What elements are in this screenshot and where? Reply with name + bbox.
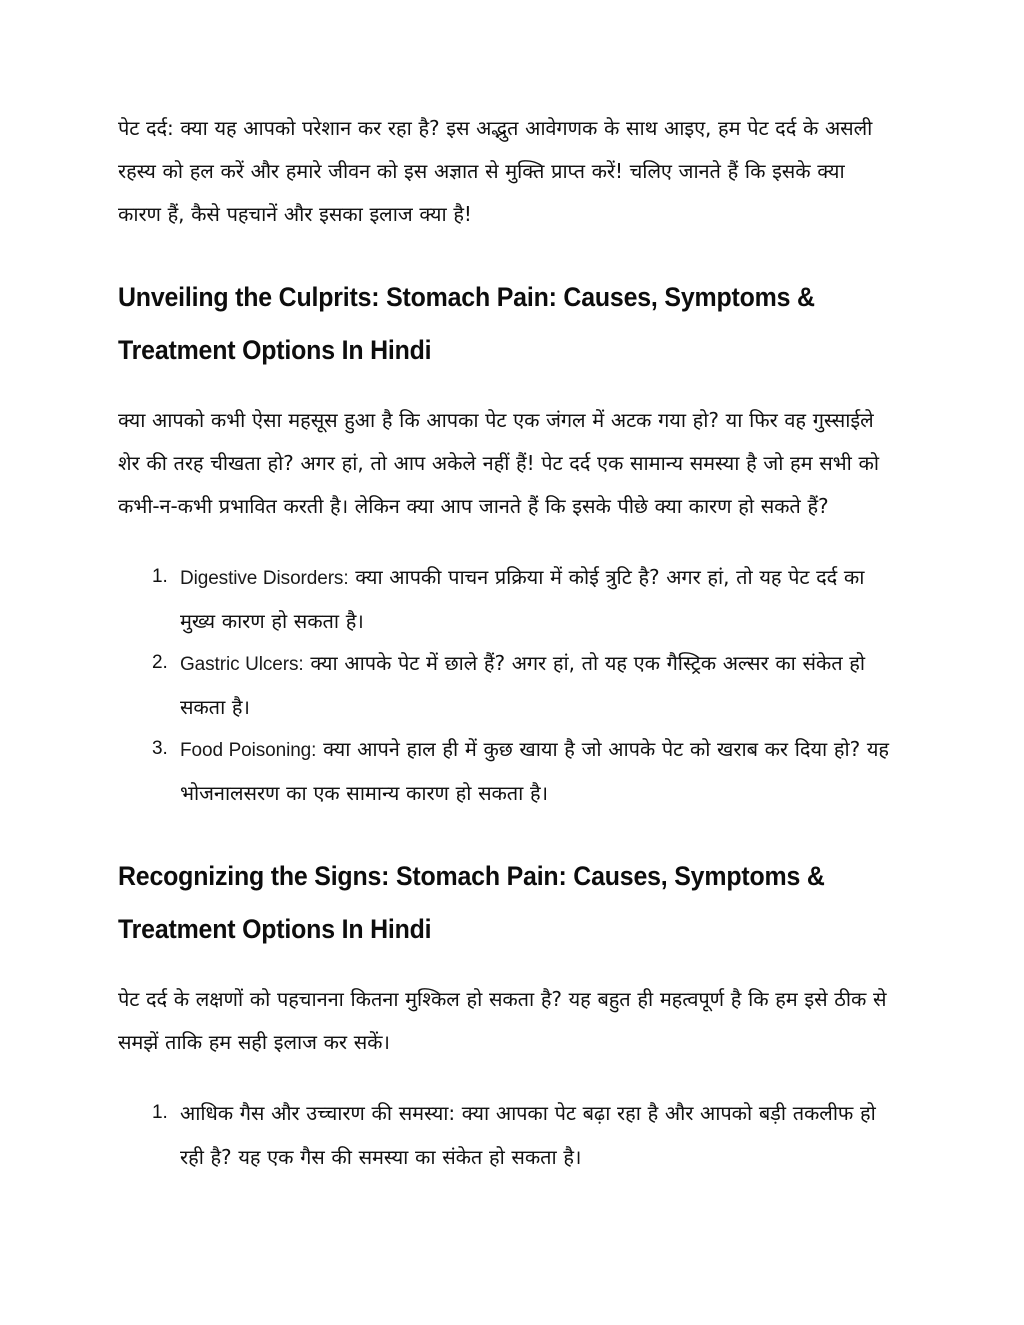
- list-item: [118, 1092, 893, 1178]
- list-item-label: Digestive Disorders:: [180, 568, 349, 589]
- list-item: [118, 642, 893, 728]
- intro-paragraph: पेट दर्द: क्या यह आपको परेशान कर रहा है? इस अद्भुत आवेगणक के साथ आइए, हम पेट दर्द के असली रहस्य को हल करें और हमारे जीवन को इस अज्ञात से मुक्ति प्राप्त करें! चलिए जानते हैं कि इसके क्या कारण हैं, कैसे पहचानें और इसका इलाज क्या है!: [118, 116, 873, 226]
- spacer: [118, 1064, 893, 1092]
- section-one-list: [118, 556, 893, 814]
- list-item-text: आधिक गैस और उच्चारण की समस्या: क्या आपका पेट बढ़ा रहा है और आपको बड़ी तकलीफ हो रही है? यह एक गैस की समस्या का संकेत हो सकता है।: [180, 1101, 876, 1169]
- section-two-heading: Recognizing the Signs: Stomach Pain: Causes, Symptoms & Treatment Options In Hindi: [118, 861, 825, 944]
- list-item-text: क्या आपके पेट में छाले हैं? अगर हां, तो यह एक गैस्ट्रिक अल्सर का संकेत हो सकता है।: [180, 651, 865, 719]
- list-item-label: Food Poisoning:: [180, 740, 317, 761]
- document-content: [118, 107, 893, 1178]
- list-item-label: Gastric Ulcers:: [180, 654, 304, 675]
- spacer: [118, 528, 893, 556]
- list-item: [118, 728, 893, 814]
- spacer: [118, 956, 893, 978]
- section-one-heading: Unveiling the Culprits: Stomach Pain: Causes, Symptoms & Treatment Options In Hindi: [118, 282, 815, 365]
- section-two-list: [118, 1092, 893, 1178]
- spacer: [118, 814, 893, 850]
- list-item-text: क्या आपकी पाचन प्रक्रिया में कोई त्रुटि है? अगर हां, तो यह पेट दर्द का मुख्य कारण हो सकता है।: [180, 565, 865, 633]
- spacer: [118, 377, 893, 399]
- section-two-paragraph: पेट दर्द के लक्षणों को पहचानना कितना मुश्किल हो सकता है? यह बहुत ही महत्वपूर्ण है कि हम इसे ठीक से समझें ताकि हम सही इलाज कर सकें।: [118, 987, 887, 1054]
- list-item-text: क्या आपने हाल ही में कुछ खाया है जो आपके पेट को खराब कर दिया हो? यह भोजनालसरण का एक सामान्य कारण हो सकता है।: [180, 737, 889, 805]
- list-item: [118, 556, 893, 642]
- section-one-paragraph: क्या आपको कभी ऐसा महसूस हुआ है कि आपका पेट एक जंगल में अटक गया हो? या फिर वह गुस्साईले शेर की तरह चीखता हो? अगर हां, तो आप अकेले नहीं हैं! पेट दर्द एक सामान्य समस्या है जो हम सभी को कभी-न-कभी प्रभावित करती है। लेकिन क्या आप जानते हैं कि इसके पीछे क्या कारण हो सकते हैं?: [118, 408, 879, 518]
- spacer: [118, 236, 893, 271]
